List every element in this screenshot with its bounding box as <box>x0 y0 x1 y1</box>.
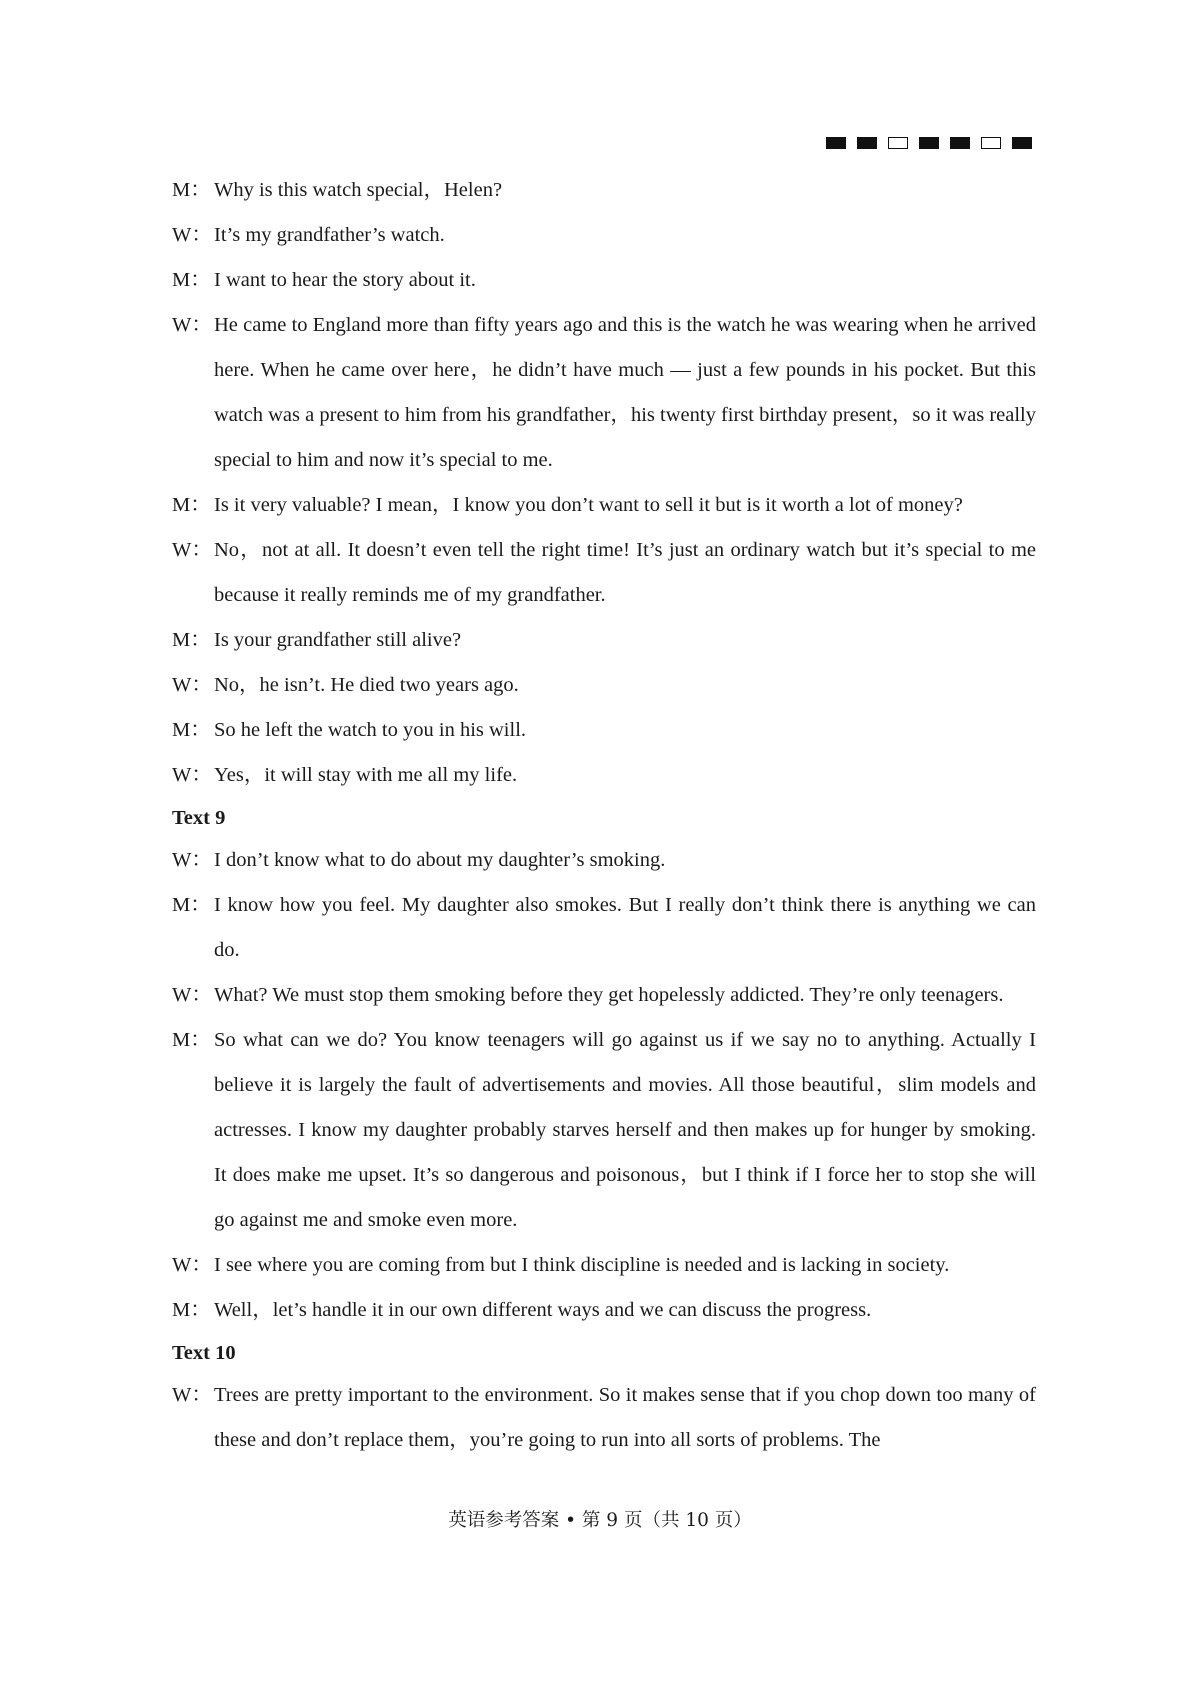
utterance-text: Well，let’s handle it in our own different ways and we can discuss the progress. <box>214 1299 872 1321</box>
speaker-label: W： <box>172 849 212 871</box>
speaker-label: M： <box>172 269 211 291</box>
header-mark-filled <box>919 137 939 149</box>
dialogue-line <box>172 1243 1036 1288</box>
utterance-text: No，he isn’t. He died two years ago. <box>214 674 519 696</box>
utterance-text: I don’t know what to do about my daughter’s smoking. <box>214 849 666 871</box>
dialogue-line <box>172 1018 1036 1243</box>
utterance-text: Yes，it will stay with me all my life. <box>214 764 518 786</box>
dialogue-line <box>172 838 1036 883</box>
dialogue-line <box>172 1288 1036 1333</box>
header-mark-filled <box>826 137 846 149</box>
utterance-text: I know how you feel. My daughter also smokes. But I really don’t think there is anything we can do. <box>214 894 1036 961</box>
dialogue-line <box>172 618 1036 663</box>
dialogue-line <box>172 213 1036 258</box>
dialogue-line <box>172 973 1036 1018</box>
section-heading: Text 9 <box>172 807 226 829</box>
header-mark-filled <box>950 137 970 149</box>
dialogue-line <box>172 1373 1036 1463</box>
dialogue-line <box>172 883 1036 973</box>
speaker-label: M： <box>172 494 211 516</box>
header-mark-empty <box>888 137 908 149</box>
speaker-label: W： <box>172 764 212 786</box>
utterance-text: So what can we do? You know teenagers will go against us if we say no to anything. Actually I believe it is largely the fault of advertisements and movies. All those beautiful，slim models and actresses. I know my daughter probably starves herself and then makes up for hunger by smoking. It does make me upset. It’s so dangerous and poisonous，but I think if I force her to stop she will go against me and smoke even more. <box>214 1029 1036 1231</box>
speaker-label: M： <box>172 894 211 916</box>
speaker-label: W： <box>172 1254 212 1276</box>
utterance-text: Why is this watch special，Helen? <box>214 179 503 201</box>
utterance-text: Is it very valuable? I mean，I know you don’t want to sell it but is it worth a lot of money? <box>214 494 963 516</box>
speaker-label: W： <box>172 314 212 336</box>
dialogue-line <box>172 753 1036 798</box>
dialogue-line <box>172 708 1036 753</box>
speaker-label: W： <box>172 224 212 246</box>
dialogue-line <box>172 483 1036 528</box>
transcript <box>172 168 1036 1463</box>
dialogue-line <box>172 258 1036 303</box>
speaker-label: M： <box>172 1299 211 1321</box>
utterance-text: What? We must stop them smoking before they get hopelessly addicted. They’re only teenagers. <box>214 984 1004 1006</box>
utterance-text: I want to hear the story about it. <box>214 269 476 291</box>
utterance-text: It’s my grandfather’s watch. <box>214 224 445 246</box>
speaker-label: M： <box>172 1029 211 1051</box>
speaker-label: M： <box>172 179 211 201</box>
header-mark-empty <box>981 137 1001 149</box>
speaker-label: W： <box>172 674 212 696</box>
speaker-label: M： <box>172 719 211 741</box>
speaker-label: W： <box>172 539 212 561</box>
dialogue-line <box>172 168 1036 213</box>
header-mark-filled <box>857 137 877 149</box>
utterance-text: No，not at all. It doesn’t even tell the right time! It’s just an ordinary watch but it’s special to me because it really reminds me of my grandfather. <box>214 539 1036 606</box>
speaker-label: W： <box>172 1384 212 1406</box>
utterance-text: I see where you are coming from but I think discipline is needed and is lacking in society. <box>214 1254 950 1276</box>
header-marks <box>826 137 1032 149</box>
utterance-text: So he left the watch to you in his will. <box>214 719 527 741</box>
dialogue-line <box>172 663 1036 708</box>
header-mark-filled <box>1012 137 1032 149</box>
utterance-text: He came to England more than fifty years ago and this is the watch he was wearing when he arrived here. When he came over here，he didn’t have much — just a few pounds in his pocket. But this watch was a present to him from his grandfather，his twenty first birthday present，so it was really special to him and now it’s special to me. <box>214 314 1036 471</box>
dialogue-line <box>172 528 1036 618</box>
utterance-text: Trees are pretty important to the environment. So it makes sense that if you chop down too many of these and don’t replace them，you’re going to run into all sorts of problems. The <box>214 1384 1036 1451</box>
section-heading: Text 10 <box>172 1342 236 1364</box>
dialogue-line <box>172 303 1036 483</box>
utterance-text: Is your grandfather still alive? <box>214 629 462 651</box>
page-footer: 英语参考答案 • 第 9 页（共 10 页） <box>448 1510 752 1531</box>
speaker-label: M： <box>172 629 211 651</box>
speaker-label: W： <box>172 984 212 1006</box>
